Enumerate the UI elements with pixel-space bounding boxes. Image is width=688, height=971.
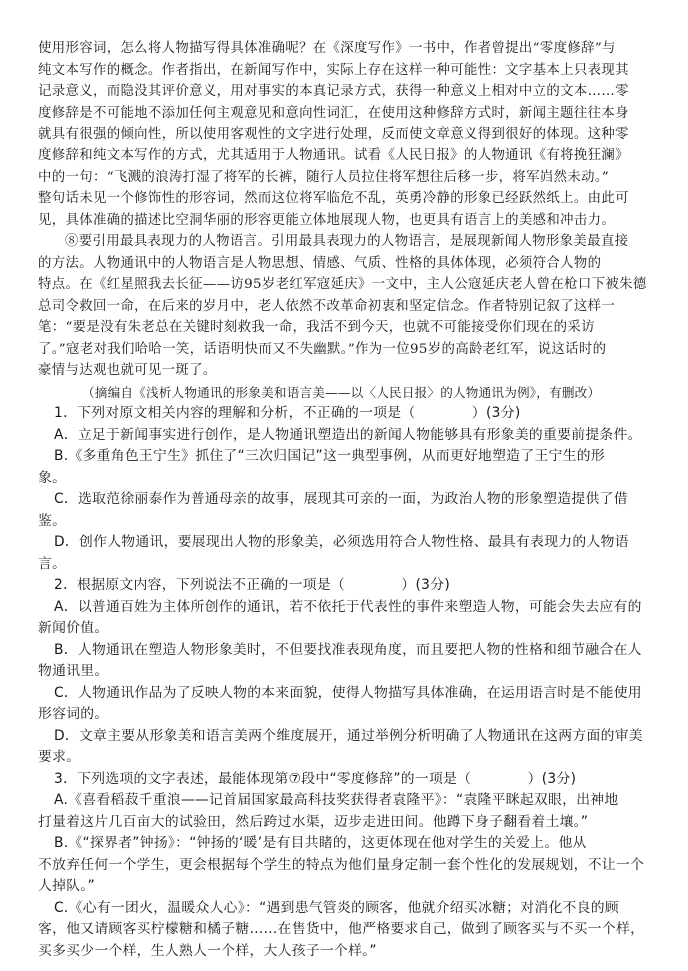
passage-line: 了。”寇老对我们哈哈一笑，话语明快而又不失幽默。”作为一位95岁的高龄老红军，说这话时的: [38, 341, 607, 357]
option-c-cont: 鉴。: [38, 512, 67, 529]
option-c: C．人物通讯作品为了反映人物的本来面貌，使得人物描写具体准确，在运用语言时是不能使用: [54, 684, 642, 701]
option-c-cont: 客，他又请顾客买柠檬糖和橘子糖……在售货中，他严格要求自己，做到了顾客买与不买一个样，: [38, 921, 645, 937]
source-citation: （摘编自《浅析人物通讯的形象美和语言美——以〈人民日报〉的人物通讯为例》，有删改）: [82, 384, 601, 400]
passage-line: 整句话未见一个修饰性的形容词，然而这位将军临危不乱，英勇冷静的形象已经跃然纸上。由此可: [38, 191, 629, 207]
passage-line: 度修辞是不可能地不添加任何主观意见和意向性词汇，在使用这种修辞方式时，新闻主题往往本身: [38, 105, 629, 121]
question-stem: 2．根据原文内容，下列说法不正确的一项是（ ）(3分): [54, 577, 451, 594]
passage-line: 度修辞和纯文本写作的方式，尤其适用于人物通讯。试看《人民日报》的人物通讯《有将挽狂澜》: [38, 148, 629, 164]
option-c: C．选取范徐丽泰作为普通母亲的故事，展现其可亲的一面，为政治人物的形象塑造提供了借: [54, 491, 628, 508]
passage-line: 中的一句：“飞溅的浪涛打湿了将军的长裤，随行人员拉住将军想往后移一步，将军岿然未动。”: [38, 169, 610, 185]
option-d-cont: 言。: [38, 555, 67, 572]
option-b: B.《“探界者”钟扬》：“钟扬的‘暖’是有目共睹的，这更体现在他对学生的关爱上。他从: [54, 835, 587, 852]
option-c-cont: 形容词的。: [38, 706, 109, 723]
passage-line: 就具有很强的倾向性，所以使用客观性的文字进行处理，反而使文章意义得到很好的体现。这种零: [38, 127, 629, 142]
passage-line: 笔：“要是没有朱老总在关键时刻救我一命，我活不到今天，也就不可能接受你们现在的采访: [38, 320, 595, 336]
passage-line: 总司令救回一命，在后来的岁月中，老人依然不改革命初衷和坚定信念。作者特别记叙了这样一: [38, 298, 616, 314]
option-b-cont: 物通讯里。: [38, 663, 109, 680]
option-b: B.《多重角色王宁生》抓住了“三次归国记”这一典型事例，从而更好地塑造了王宁生的形: [54, 448, 605, 465]
option-d: D．创作人物通讯，要展现出人物的形象美，必须选用符合人物性格、最具有表现力的人物语: [54, 534, 629, 551]
passage-line: 使用形容词，怎么将人物描写得具体准确呢？在《深度写作》一书中，作者曾提出“零度修辞”与: [38, 41, 616, 56]
option-a: A．立足于新闻事实进行创作，是人物通讯塑造出的新闻人物能够具有形象美的重要前提条件。: [54, 426, 642, 443]
option-c: C.《心有一团火，温暖众人心》：“遇到患气管炎的顾客，他就介绍买冰糖；对消化不良的顾: [54, 899, 619, 916]
passage-line: 特点。在《红星照我去长征——访95岁老红军寇延庆》一文中，主人公寇延庆老人曾在枪口下被朱德: [38, 277, 647, 293]
option-a-cont: 新闻价值。: [38, 620, 109, 637]
option-a-cont: 打量着这片几百亩大的试验田，然后跨过水渠，迈步走进田间。他蹲下身子翻看着土壤。”: [38, 813, 589, 830]
question-stem: 1．下列对原文相关内容的理解和分析，不正确的一项是（ ）(3分): [54, 405, 521, 422]
option-a: A．以普通百姓为主体所创作的通讯，若不依托于代表性的事件来塑造人物，可能会失去应有的: [54, 598, 642, 615]
passage-line: 记录意义，而隐没其评价意义，用对事实的本真记录方式，获得一种意义上相对中立的文本……零: [38, 84, 629, 99]
option-b-cont: 人掉队。”: [38, 878, 95, 894]
option-b-cont: 不放弃任何一个学生，更会根据每个学生的特点为他们量身定制一套个性化的发展规划，不让一个: [38, 856, 645, 873]
option-a: A.《喜看稻菽千重浪——记首届国家最高科技奖获得者袁隆平》：“袁隆平眯起双眼，出神地: [54, 792, 619, 809]
passage-line: 豪情与达观也就可见一斑了。: [38, 363, 217, 379]
option-b-cont: 象。: [38, 469, 67, 486]
option-d: D．文章主要从形象美和语言美两个维度展开，通过举例分析明确了人物通讯在这两方面的审美: [54, 727, 643, 744]
question-stem: 3．下列选项的文字表述，最能体现第⑦段中“零度修辞”的一项是（ ）(3分): [54, 770, 577, 787]
passage-line: 纯文本写作的概念。作者指出，在新闻写作中，实际上存在这样一种可能性：文字基本上只表现其: [38, 62, 629, 78]
passage-line: 见，具体准确的描述比空洞华丽的形容更能立体地展现人物，也更具有语言上的美感和冲击力。: [38, 212, 616, 228]
option-d-cont: 要求。: [38, 749, 81, 766]
passage-line: 的方法。人物通讯中的人物语言是人物思想、情感、气质、性格的具体体现，必须符合人物的: [38, 255, 602, 271]
option-c-cont: 买多买少一个样，生人熟人一个样，大人孩子一个样。”: [38, 942, 377, 959]
passage-line: ⑧要引用最具表现力的人物语言。引用最具表现力的人物语言，是展现新闻人物形象美最直接: [65, 234, 629, 250]
option-b: B．人物通讯在塑造人物形象美时，不但要找准表现角度，而且要把人物的性格和细节融合在人: [54, 641, 642, 658]
